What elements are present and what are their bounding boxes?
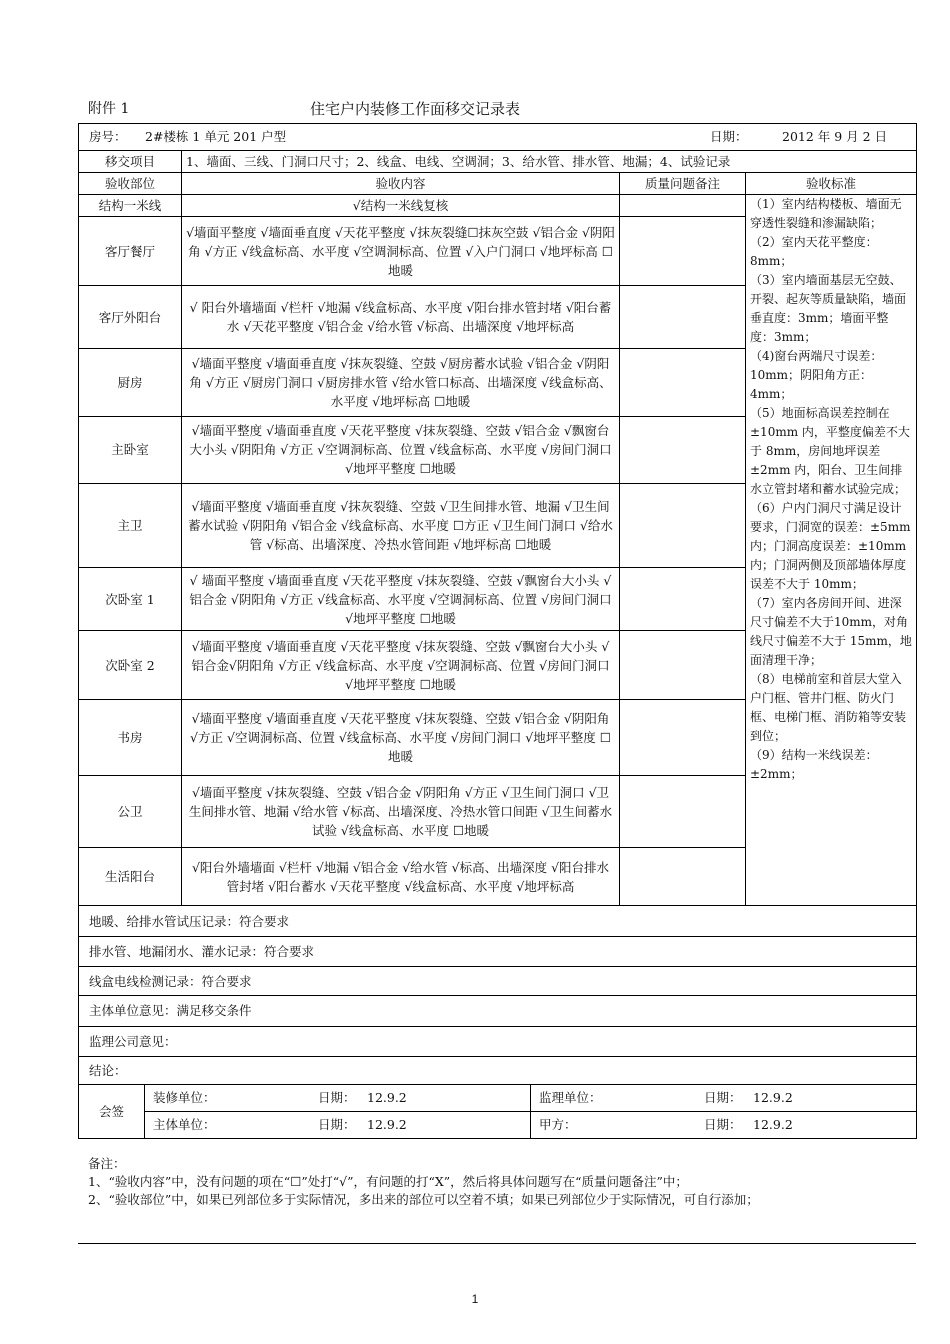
row-content: √墙面平整度 √墙面垂直度 √天花平整度 √抹灰裂缝、空鼓 √飘窗台大小头 √铝合金√阴阳角 √方正 √线盒标高、水平度 √空调洞标高、位置 √房间门洞口 √地坪平整度 ☐地暖 xyxy=(182,631,620,699)
row-issues-cell[interactable] xyxy=(620,775,746,847)
col-header-content: 验收内容 xyxy=(182,173,620,195)
row-content: √ 阳台外墙墙面 √栏杆 √地漏 √线盒标高、水平度 √阳台排水管封堵 √阳台蓄水 √天花平整度 √铝合金 √给水管 √标高、出墙深度 √地坪标高 xyxy=(182,286,620,348)
conclusion: 结论： xyxy=(79,1056,917,1084)
acceptance-standards xyxy=(746,195,917,906)
row-content: √墙面平整度 √墙面垂直度 √抹灰裂缝、空鼓 √卫生间排水管、地漏 √卫生间蓄水试验 √阴阳角 √铝合金 √线盒标高、水平度 ☐方正 √卫生间门洞口 √给水管 √标高、出墙深度、冷热水管间距 √地坪标高 ☐地暖 xyxy=(182,484,620,568)
row-issues-cell[interactable] xyxy=(620,286,746,348)
standard-item: （8）电梯前室和首层大堂入户门框、管井门框、防火门框、电梯门框、消防箱等安装到位； xyxy=(750,672,907,744)
date-label: 日期： xyxy=(704,1089,742,1105)
row-part: 次卧室 1 xyxy=(79,568,182,631)
row-issues-cell[interactable] xyxy=(620,568,746,631)
row-part: 结构一米线 xyxy=(79,195,182,217)
col-header-issues: 质量问题备注 xyxy=(620,173,746,195)
row-part: 书房 xyxy=(79,699,182,775)
column-header-row xyxy=(79,173,917,195)
date-value: 12.9.2 xyxy=(367,1116,407,1132)
date-label: 日期： xyxy=(318,1116,356,1132)
standard-item: （9）结构一米线误差：±2mm； xyxy=(750,748,878,782)
row-issues-cell[interactable] xyxy=(620,484,746,568)
date-value: 12.9.2 xyxy=(753,1116,793,1132)
row-part: 客厅外阳台 xyxy=(79,286,182,348)
standard-item: （7）室内各房间开间、进深尺寸偏差不大于10mm，对角线尺寸偏差不大于 15mm，地面清理干净； xyxy=(750,596,912,668)
standard-item: （6）户内门洞尺寸满足设计要求，门洞宽的误差：±5mm 内；门洞高度误差：±10mm 内；门洞两侧及顶部墙体厚度误差不大于 10mm； xyxy=(750,501,911,592)
note-item: 1、“验收内容”中，没有问题的项在“☐”处打“√”，有问题的打“X”，然后将具体问题写在“质量问题备注”中； xyxy=(88,1174,688,1189)
row-issues-cell[interactable] xyxy=(620,848,746,906)
date-value: 12.9.2 xyxy=(753,1089,793,1105)
record-row xyxy=(79,996,917,1026)
record-row xyxy=(79,1026,917,1056)
row-content: √墙面平整度 √墙面垂直度 √天花平整度 √抹灰裂缝、空鼓 √铝合金 √阴阳角 √方正 √空调洞标高、位置 √线盒标高、水平度 √房间门洞口 √地坪平整度 ☐地暖 xyxy=(182,699,620,775)
col-header-standard: 验收标准 xyxy=(746,173,917,195)
record-row xyxy=(79,967,917,996)
row-issues-cell[interactable] xyxy=(620,699,746,775)
drain-test-record: 排水管、地漏闭水、灌水记录：符合要求 xyxy=(79,937,917,967)
notes-title: 备注： xyxy=(88,1156,126,1171)
row-part: 主卧室 xyxy=(79,416,182,483)
date-label: 日期： xyxy=(704,1116,742,1132)
row-issues-cell[interactable] xyxy=(620,631,746,699)
table-row xyxy=(79,195,917,217)
room-value: 2#楼栋 1 单元 201 户型 xyxy=(145,129,287,145)
record-row xyxy=(79,937,917,967)
row-issues-cell[interactable] xyxy=(620,195,746,217)
page-number: 1 xyxy=(471,1292,479,1306)
handover-value: 1、墙面、三线、门洞口尺寸；2、线盒、电线、空调洞；3、给水管、排水管、地漏；4、试验记录 xyxy=(182,151,917,173)
supervision-unit-label: 监理单位： xyxy=(539,1089,602,1105)
date-value: 2012 年 9 月 2 日 xyxy=(782,129,888,145)
handover-label: 移交项目 xyxy=(79,151,182,173)
col-header-part: 验收部位 xyxy=(79,173,182,195)
footer-divider xyxy=(78,1243,916,1244)
notes xyxy=(88,1155,918,1209)
row-content: √墙面平整度 √墙面垂直度 √天花平整度 √抹灰裂缝、空鼓 √铝合金 √飘窗台大小头 √阴阳角 √方正 √空调洞标高、位置 √线盒标高、水平度 √房间门洞口 √地坪平整度 ☐地暖 xyxy=(182,416,620,483)
row-part: 厨房 xyxy=(79,348,182,416)
row-content: √结构一米线复核 xyxy=(182,195,620,217)
standard-item: （2）室内天花平整度：8mm； xyxy=(750,235,878,269)
wiring-test-record: 线盒电线检测记录：符合要求 xyxy=(79,967,917,996)
pressure-test-record: 地暖、给排水管试压记录：符合要求 xyxy=(79,906,917,937)
row-part: 生活阳台 xyxy=(79,848,182,906)
decoration-unit-label: 装修单位： xyxy=(153,1089,216,1105)
row-content: √阳台外墙墙面 √栏杆 √地漏 √铝合金 √给水管 √标高、出墙深度 √阳台排水管封堵 √阳台蓄水 √天花平整度 √线盒标高、水平度 √地坪标高 xyxy=(182,848,620,906)
record-row xyxy=(79,906,917,937)
info-row xyxy=(79,124,917,151)
signoff-row xyxy=(79,1111,917,1138)
document-title: 住宅户内装修工作面移交记录表 xyxy=(310,100,521,118)
main-unit-label: 主体单位： xyxy=(153,1116,216,1132)
page-header xyxy=(88,98,918,118)
standard-item: （1）室内结构楼板、墙面无穿透性裂缝和渗漏缺陷； xyxy=(750,197,902,231)
date-value: 12.9.2 xyxy=(367,1089,407,1105)
date-label: 日期： xyxy=(710,129,748,145)
row-part: 客厅餐厅 xyxy=(79,217,182,286)
handover-record-table xyxy=(78,123,917,1139)
row-part: 公卫 xyxy=(79,775,182,847)
standard-item: （5）地面标高误差控制在±10mm 内，平整度偏差不大于 8mm，房间地坪误差±2mm 内，阳台、卫生间排水立管封堵和蓄水试验完成； xyxy=(750,406,910,497)
row-issues-cell[interactable] xyxy=(620,416,746,483)
standard-item: （4)窗台两端尺寸误差：10mm；阴阳角方正：4mm； xyxy=(750,349,883,402)
row-content: √墙面平整度 √墙面垂直度 √抹灰裂缝、空鼓 √厨房蓄水试验 √铝合金 √阴阳角 √方正 √厨房门洞口 √厨房排水管 √给水管口标高、出墙深度 √线盒标高、水平度 √地坪标高 ☐地暖 xyxy=(182,348,620,416)
row-content: √ 墙面平整度 √墙面垂直度 √天花平整度 √抹灰裂缝、空鼓 √飘窗台大小头 √铝合金 √阴阳角 √方正 √线盒标高、水平度 √空调洞标高、位置 √房间门洞口 √地坪平整度 ☐地暖 xyxy=(182,568,620,631)
row-part: 主卫 xyxy=(79,484,182,568)
note-item: 2、“验收部位”中，如果已列部位多于实际情况，多出来的部位可以空着不填；如果已列部位少于实际情况，可自行添加； xyxy=(88,1192,759,1207)
supervision-opinion: 监理公司意见： xyxy=(79,1026,917,1056)
row-content: √墙面平整度 √墙面垂直度 √天花平整度 √抹灰裂缝☐抹灰空鼓 √铝合金 √阴阳角 √方正 √线盒标高、水平度 √空调洞标高、位置 √入户门洞口 √地坪标高 ☐地暖 xyxy=(182,217,620,286)
party-a-label: 甲方： xyxy=(539,1116,577,1132)
signoff-row xyxy=(79,1084,917,1111)
row-content: √墙面平整度 √抹灰裂缝、空鼓 √铝合金 √阴阳角 √方正 √卫生间门洞口 √卫生间排水管、地漏 √给水管 √标高、出墙深度、冷热水管口间距 √卫生间蓄水试验 √线盒标高、水平度 ☐地暖 xyxy=(182,775,620,847)
record-row xyxy=(79,1056,917,1084)
room-label: 房号： xyxy=(89,129,127,145)
signoff-label: 会签 xyxy=(79,1084,145,1138)
handover-row xyxy=(79,151,917,173)
main-unit-opinion: 主体单位意见：满足移交条件 xyxy=(79,996,917,1026)
row-part: 次卧室 2 xyxy=(79,631,182,699)
row-issues-cell[interactable] xyxy=(620,217,746,286)
standard-item: （3）室内墙面基层无空鼓、开裂、起灰等质量缺陷，墙面垂直度：3mm；墙面平整度：3mm； xyxy=(750,273,907,345)
date-label: 日期： xyxy=(318,1089,356,1105)
annex-label: 附件 1 xyxy=(88,101,130,117)
row-issues-cell[interactable] xyxy=(620,348,746,416)
